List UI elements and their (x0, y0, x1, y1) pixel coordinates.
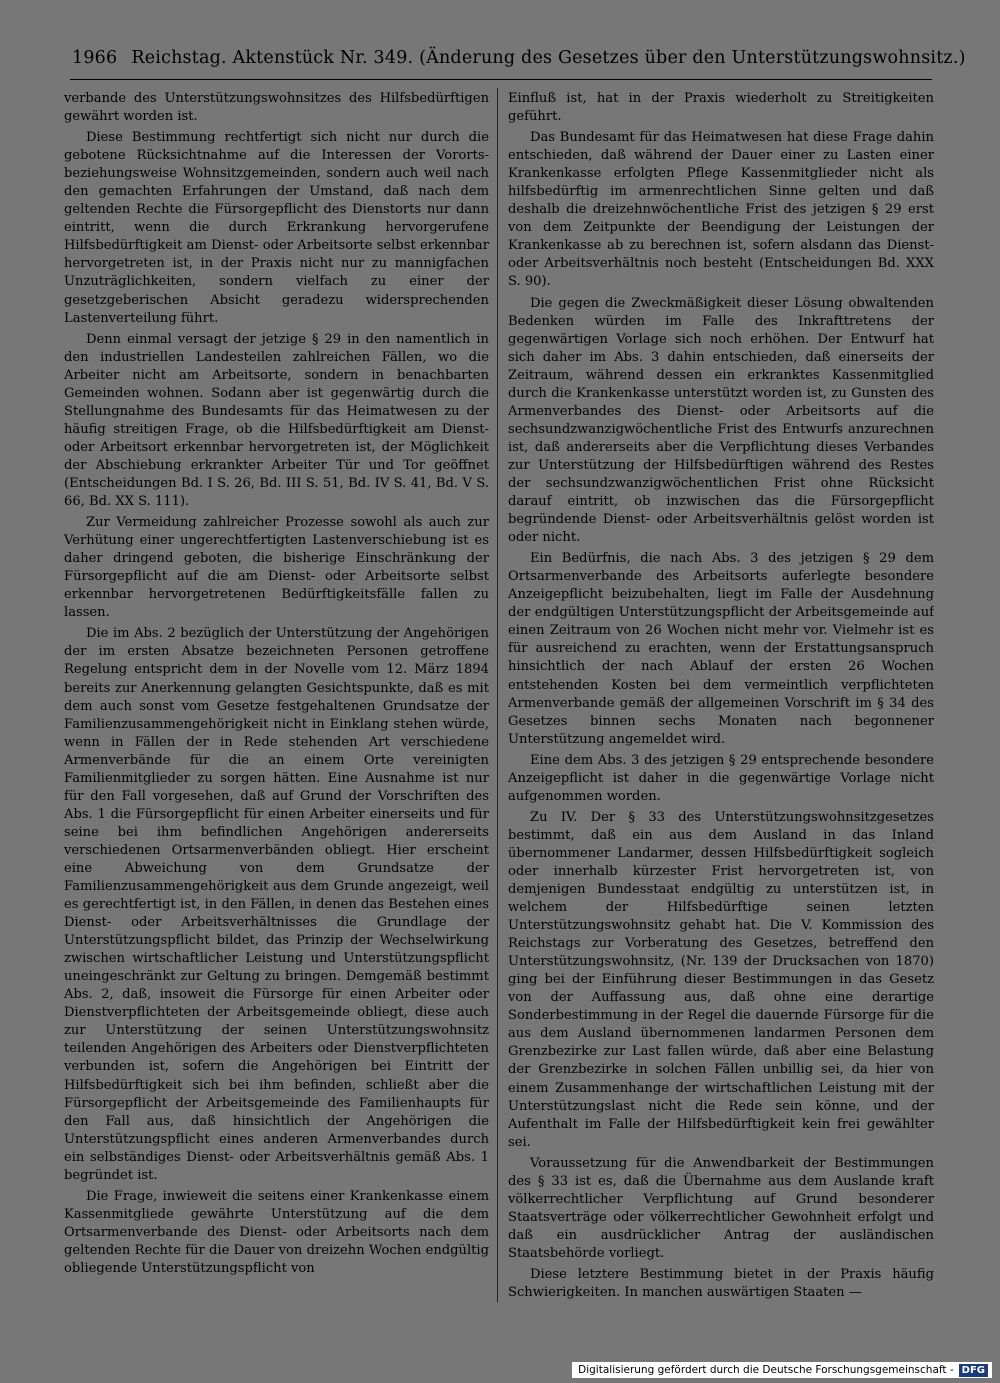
paragraph: verbande des Unterstützungswohnsitzes des Hilfsbedürftigen gewährt worden ist. (64, 91, 489, 125)
page-number: 1966 (72, 48, 118, 68)
paragraph: Das Bundesamt für das Heimatwesen hat diese Frage dahin entschieden, daß während der Dauer einer zu Lasten einer Krankenkasse erfolgten Pflege Kassenmitglieder nicht als hilfsbedürftig im armenrechtlichen Sinne gelten und daß deshalb die dreizehnwöchentliche Frist des jetzigen § 29 erst von dem Zeitpunkte der Beendigung der Leistungen der Krankenkasse ab zu berechnen ist, sofern alsdann das Dienst- oder Arbeitsverhältnis noch besteht (Entscheidungen Bd. XXX S. 90). (508, 130, 934, 290)
paragraph: Voraussetzung für die Anwendbarkeit der Bestimmungen des § 33 ist es, daß die Übernahme aus dem Auslande kraft völkerrechtlicher Verpflichtung auf Grund besonderer Staatsverträge oder völkerrechtlicher Gewohnheit erfolgt und daß ein ausdrücklicher Antrag der ausländischen Staatsbehörde vorliegt. (508, 1155, 934, 1261)
column-divider (497, 88, 498, 1302)
header-rule (70, 79, 932, 80)
paragraph: Eine dem Abs. 3 des jetzigen § 29 entsprechende besondere Anzeigepflicht ist daher in die gegenwärtige Vorlage nicht aufgenommen worden. (508, 752, 934, 804)
paragraph: Die gegen die Zweckmäßigkeit dieser Lösung obwaltenden Bedenken würden im Falle des Inkrafttretens der gegenwärtigen Vorlage sich noch erhöhen. Der Entwurf hat sich daher im Abs. 3 dahin entschieden, daß einerseits der Zeitraum, während dessen ein erkranktes Kassenmitglied durch die Krankenkasse unterstützt worden ist, zu Gunsten des Armenverbandes des Dienst- oder Arbeitsorts auf die sechsundzwanzigwöchentliche Frist des Entwurfs anzurechnen ist, daß andererseits aber die Verpflichtung dieses Verbandes zur Unterstützung der Hilfsbedürftigen während des Restes der sechsundzwanzigwöchentlichen Frist ohne Rücksicht darauf eintritt, ob inzwischen das die Fürsorgepflicht begründende Dienst- oder Arbeitsverhältnis gelöst worden ist oder nicht. (508, 295, 934, 546)
credit-text: Digitalisierung gefördert durch die Deutsche Forschungsgemeinschaft - (578, 1364, 954, 1376)
paragraph: Ein Bedürfnis, die nach Abs. 3 des jetzigen § 29 dem Ortsarmenverbande des Arbeitsorts auferlegte besondere Anzeigepflicht beizubehalten, liegt im Falle der Ausdehnung der endgültigen Unterstützungspflicht der Arbeitsgemeinde auf einen Zeitraum von 26 Wochen nicht mehr vor. Vielmehr ist es für ausreichend zu erachten, wenn der Erstattungsanspruch hinsichtlich der nach Ablauf der ersten 26 Wochen entstehenden Kosten bei dem vermeintlich verpflichteten Armenverbande gemäß der allgemeinen Vorschrift im § 34 des Gesetzes binnen sechs Monaten nach begonnener Unterstützung angemeldet wird. (508, 551, 934, 747)
running-title: Reichstag. Aktenstück Nr. 349. (Änderung des Gesetzes über den Unterstützungswohnsitz.) (131, 48, 966, 68)
left-column (64, 90, 489, 1315)
right-column (508, 90, 934, 1315)
paragraph: Diese letztere Bestimmung bietet in der Praxis häufig Schwierigkeiten. In manchen auswärtigen Staaten — (508, 1267, 934, 1301)
dfg-logo-icon: DFG (959, 1364, 988, 1377)
page-header (72, 40, 966, 76)
paragraph: Zu IV. Der § 33 des Unterstützungswohnsitzgesetzes bestimmt, daß ein aus dem Ausland in das Inland übernommener Landarmer, dessen Hilfsbedürftigkeit sogleich oder innerhalb kürzester Frist hervorgetreten ist, von demjenigen Bundesstaat endgültig zu unterstützen ist, in welchem der Hilfsbedürftige seinen letzten Unterstützungswohnsitz gehabt hat. Die V. Kommission des Reichstags zur Vorberatung des Gesetzes, betreffend den Unterstützungswohnsitz, (Nr. 139 der Drucksachen von 1870) ging bei der Einführung dieser Bestimmungen in das Gesetz von der Auffassung aus, daß ohne eine derartige Sonderbestimmung in der Regel die dauernde Fürsorge für die aus dem Ausland übernommenen landarmen Personen dem Grenzbezirke zur Last fallen würde, daß aber eine Belastung der Grenzbezirke in solchen Fällen unbillig sei, da hier von einem Zusammenhange der wirtschaftlichen Leistung mit der Unterstützungslast nicht die Rede sein könne, und der Aufenthalt im Falle der Hilfsbedürftigkeit kein frei gewählter sei. (508, 809, 934, 1150)
paragraph: Die Frage, inwieweit die seitens einer Krankenkasse einem Kassenmitgliede gewährte Unterstützung auf die dem Ortsarmenverbande des Dienst- oder Arbeitsorts nach dem geltenden Rechte für die Dauer von dreizehn Wochen endgültig obliegende Unterstützungspflicht von (64, 1188, 489, 1276)
paragraph: Zur Vermeidung zahlreicher Prozesse sowohl als auch zur Verhütung einer ungerechtfertigten Lastenverschiebung ist es daher dringend geboten, die bisherige Einschränkung der Fürsorgepflicht auf die am Dienst- oder Arbeitsorte selbst erkennbar hervorgetretenen Bedürftigkeitsfälle fallen zu lassen. (64, 515, 489, 621)
paragraph: Die im Abs. 2 bezüglich der Unterstützung der Angehörigen der im ersten Absatze bezeichneten Personen getroffene Regelung entspricht dem in der Novelle vom 12. März 1894 bereits zur Anerkennung gelangten Gesichtspunkte, daß es mit dem auch sonst vom Gesetze festgehaltenen Grundsatze der Familienzusammengehörigkeit nicht in Einklang stehen würde, wenn in Fällen der in Rede stehenden Art verschiedene Armenverbände für die an einem Orte vereinigten Familienmitglieder zu sorgen hätten. Eine Ausnahme ist nur für den Fall vorgesehen, daß auf Grund der Vorschriften des Abs. 1 die Fürsorgepflicht für einen Arbeiter einerseits und für seine bei ihm befindlichen Angehörigen andererseits verschiedenen Ortsarmenverbänden obliegt. Hier erscheint eine Abweichung von dem Grundsatze der Familienzusammengehörigkeit aus dem Grunde angezeigt, weil es gerechtfertigt ist, in den Fällen, in denen das Bestehen eines Dienst- oder Arbeitsverhältnisses die Grundlage der Unterstützungspflicht bildet, das Prinzip der Wechselwirkung zwischen wirtschaftlicher Leistung und Unterstützungspflicht uneingeschränkt zur Geltung zu bringen. Demgemäß bestimmt Abs. 2, daß, insoweit die Fürsorge für einen Arbeiter oder Dienstverpflichteten der Arbeitsgemeinde obliegt, diese auch zur Unterstützung der seinen Unterstützungswohnsitz teilenden Angehörigen des Arbeiters oder Dienstverpflichteten verbunden ist, sofern die Angehörigen bei Eintritt der Hilfsbedürftigkeit sich bei ihm befinden, schließt aber die Fürsorgepflicht der Arbeitsgemeinde des Familienhaupts für den Fall aus, daß hinsichtlich der Angehörigen die Unterstützungspflicht eines anderen Armenverbandes durch ein selbständiges Dienst- oder Arbeitsverhältnis gemäß Abs. 1 begründet ist. (64, 626, 489, 1183)
paragraph: Einfluß ist, hat in der Praxis wiederholt zu Streitigkeiten geführt. (508, 91, 934, 125)
paragraph: Diese Bestimmung rechtfertigt sich nicht nur durch die gebotene Rücksichtnahme auf die Interessen der Vororts- beziehungsweise Wohnsitzgemeinden, sondern auch weil nach den gemachten Erfahrungen der Umstand, daß nach dem geltenden Rechte die Fürsorgepflicht des Dienstorts nur dann eintritt, wenn die durch Erkrankung hervorgerufene Hilfsbedürftigkeit am Dienst- oder Arbeitsorte selbst erkennbar hervorgetreten ist, in der Praxis nicht nur zu mannigfachen Unzuträglichkeiten, sondern vielfach zu einer der gesetzgeberischen Absicht geradezu widersprechenden Lastenverteilung führt. (64, 130, 489, 326)
paragraph: Denn einmal versagt der jetzige § 29 in den namentlich in den industriellen Landesteilen zahlreichen Fällen, wo die Arbeiter nicht am Arbeitsorte, sondern in benachbarten Gemeinden wohnen. Sodann aber ist gegenwärtig durch die Stellungnahme des Bundesamts für das Heimatwesen zu der häufig streitigen Frage, ob die Hilfsbedürftigkeit am Dienst- oder Arbeitsort erkennbar hervorgetreten ist, der Möglichkeit der Abschiebung erkrankter Arbeiter Tür und Tor geöffnet (Entscheidungen Bd. I S. 26, Bd. III S. 51, Bd. IV S. 41, Bd. V S. 66, Bd. XX S. 111). (64, 331, 489, 510)
digitization-credit (572, 1362, 992, 1378)
